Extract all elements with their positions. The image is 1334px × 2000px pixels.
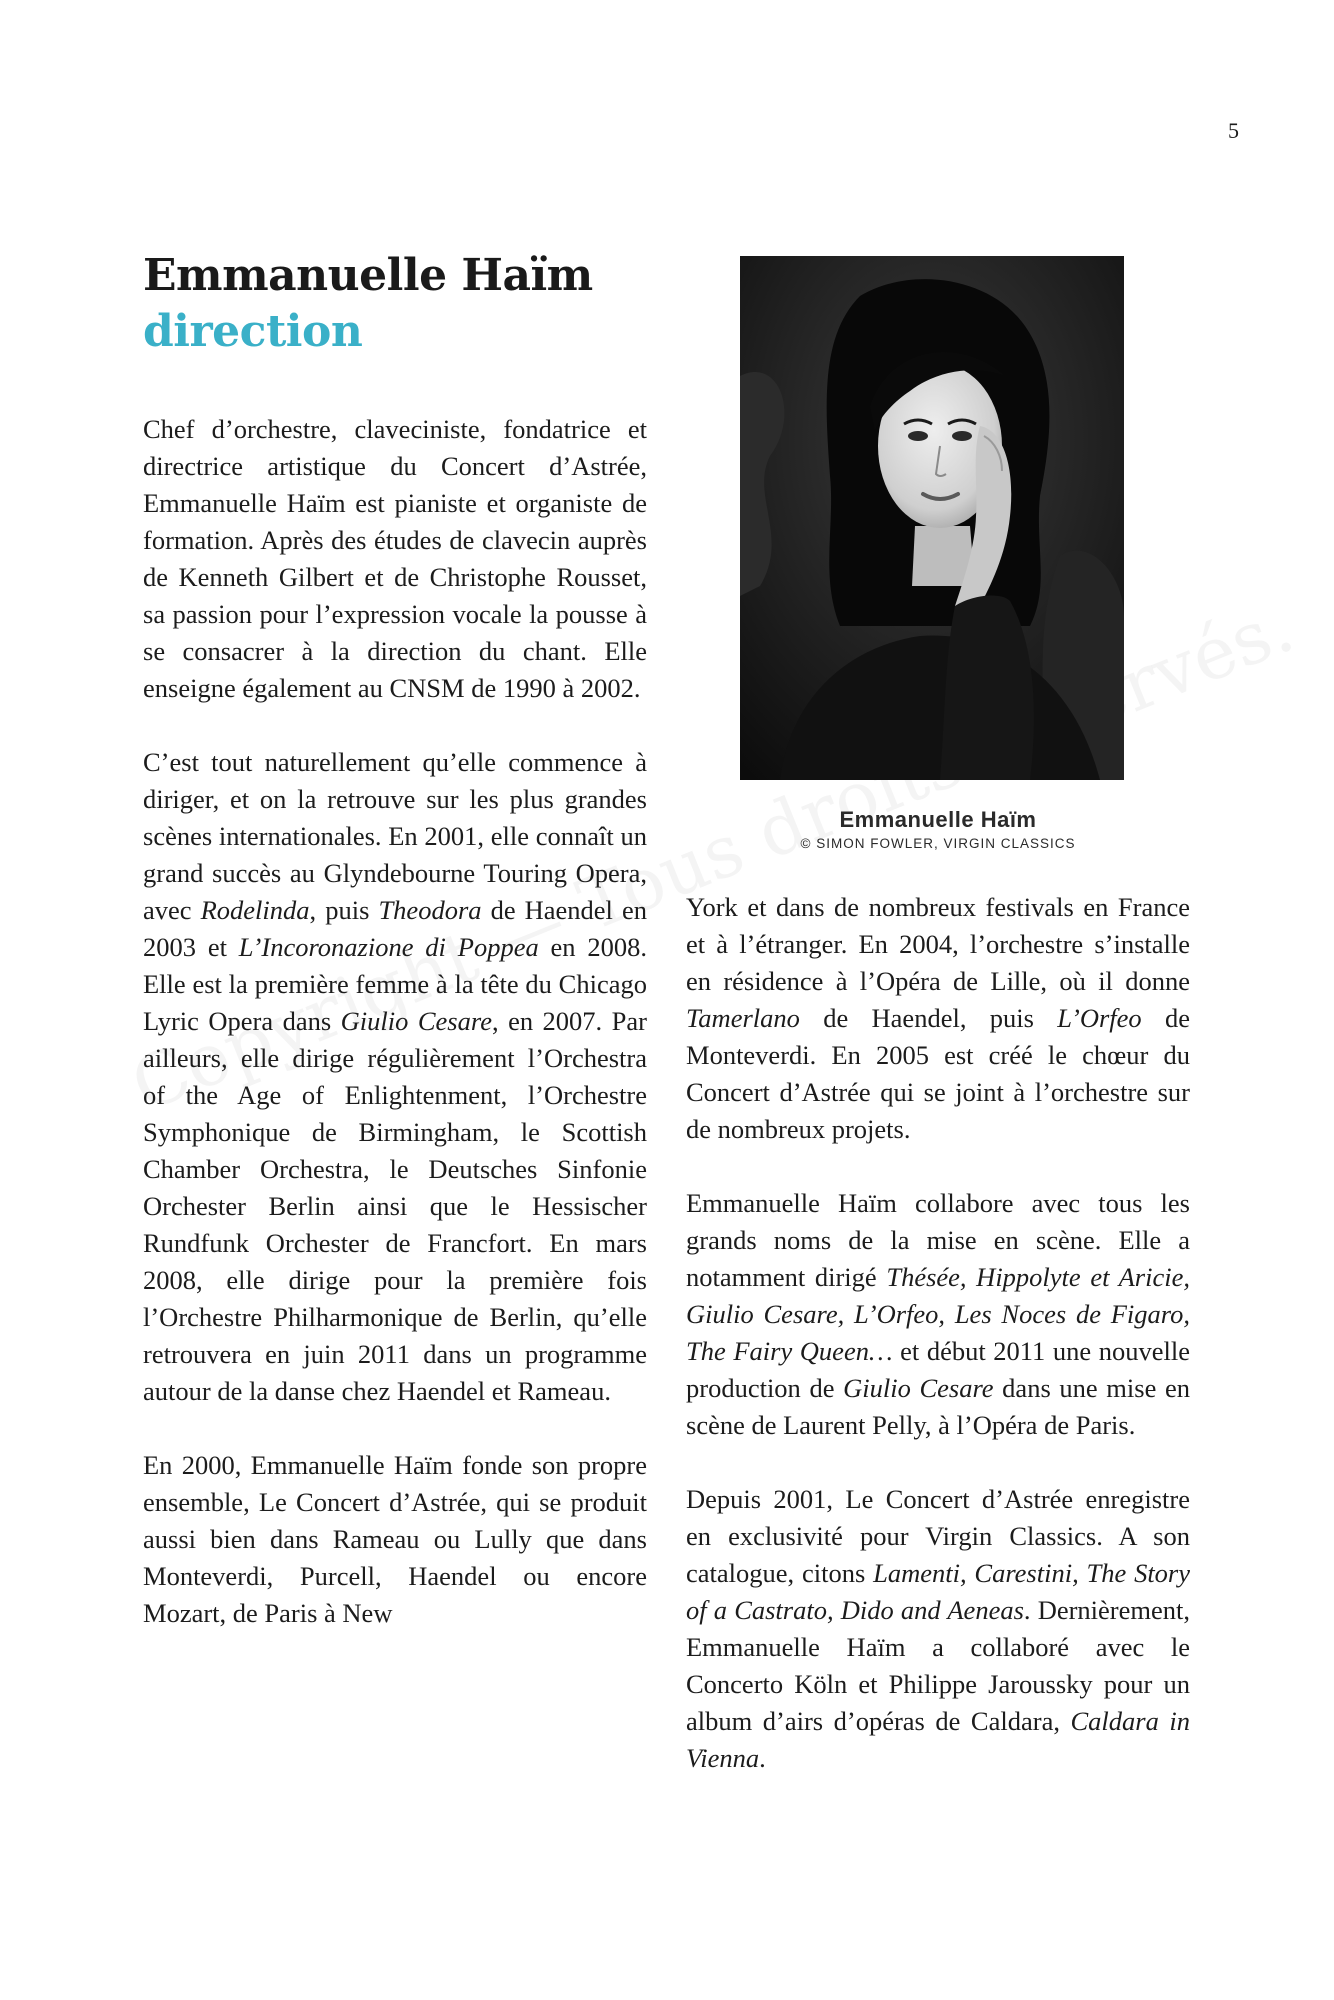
paragraph-recordings [686,1481,1190,1777]
text-run: et début 2011 une nouvelle production de [686,1336,1190,1403]
caption-name: Emmanuelle Haïm [839,807,1037,832]
work-title: L’Incoronazione di Poppea [238,932,539,962]
page-number: 5 [1228,118,1239,143]
text-column-left [143,411,647,1669]
person-role: direction [143,306,363,357]
text-run: Emmanuelle Haïm collabore avec tous les grands noms de la mise en scène. Elle a notamment dirigé [686,1188,1190,1292]
paragraph-intro: Chef d’orchestre, claveciniste, fondatrice et directrice artistique du Concert d’Astrée, Emmanuelle Haïm est pianiste et organiste de formation. Après des études de clavecin auprès de Kenneth Gilbert et de Christophe Rousset, sa passion pour l’expression vocale la pousse à se consacrer à la direction du chant. Elle enseigne également au CNSM de 1990 à 2002. [143,414,647,703]
work-title: Theodora [378,895,482,925]
text-run: . [759,1743,766,1773]
text-run: . Dernièrement, Emmanuelle Haïm a collaboré avec le Concerto Köln et Philippe Jaroussky pour un album d’airs d’opéras de Caldara, [686,1595,1190,1736]
work-title: Thésée, Hippolyte et Aricie, Giulio Cesare, L’Orfeo, Les Noces de Figaro, The Fairy Queen… [686,1262,1190,1366]
person-name: Emmanuelle Haïm [143,250,593,301]
text-column-right [686,889,1190,1814]
text-run: dans une mise en scène de Laurent Pelly, à l’Opéra de Paris. [686,1373,1190,1440]
text-run: de Monteverdi. En 2005 est créé le chœur du Concert d’Astrée qui se joint à l’orchestre sur de nombreux projets. [686,1003,1190,1144]
text-run: C’est tout naturellement qu’elle commence à diriger, et on la retrouve sur les plus grandes scènes internationales. En 2001, elle connaît un grand succès au Glyndebourne Touring Opera, avec [143,747,647,925]
paragraph-ensemble-start: En 2000, Emmanuelle Haïm fonde son propre ensemble, Le Concert d’Astrée, qui se produit aussi bien dans Rameau ou Lully que dans Monteverdi, Purcell, Haendel ou encore Mozart, de Paris à New [143,1450,647,1628]
caption-credit: © SIMON FOWLER, VIRGIN CLASSICS [800,836,1076,851]
paragraph-staging [686,1185,1190,1444]
text-run: de Haendel, puis [799,1003,1058,1033]
text-run: , en 2007. Par ailleurs, elle dirige régulièrement l’Orchestra of the Age of Enlightenment, l’Orchestre Symphonique de Birmingham, le Scottish Chamber Orchestra, le Deutsches Sinfonie Orchester Berlin ainsi que le Hessischer Rundfunk Orchester de Francfort. En mars 2008, elle dirige pour la première fois l’Orchestre Philharmonique de Berlin, qu’elle retrouvera en juin 2011 dans un programme autour de la danse chez Haendel et Rameau. [143,1006,647,1406]
portrait-photo [740,256,1124,780]
work-title: Giulio Cesare [340,1006,492,1036]
work-title: Rodelinda [200,895,310,925]
paragraph-career [143,744,647,1410]
work-title: Caldara in Vienna [686,1706,1190,1773]
work-title: L’Orfeo [1057,1003,1142,1033]
text-run: Depuis 2001, Le Concert d’Astrée enregistre en exclusivité pour Virgin Classics. A son catalogue, citons [686,1484,1190,1588]
text-run: en 2008. Elle est la première femme à la tête du Chicago Lyric Opera dans [143,932,648,1036]
portrait-illustration [740,256,1124,780]
article-header [143,248,663,360]
text-run: de Haendel en 2003 et [143,895,647,962]
text-run: York et dans de nombreux festivals en France et à l’étranger. En 2004, l’orchestre s’installe en résidence à l’Opéra de Lille, où il donne [686,892,1190,996]
work-title: Lamenti, Carestini, The Story of a Castrato, Dido and Aeneas [686,1558,1191,1625]
work-title: Giulio Cesare [843,1373,994,1403]
paragraph-ensemble-continued [686,889,1190,1148]
photo-caption [686,806,1190,854]
text-run: , puis [309,895,379,925]
work-title: Tamerlano [686,1003,800,1033]
